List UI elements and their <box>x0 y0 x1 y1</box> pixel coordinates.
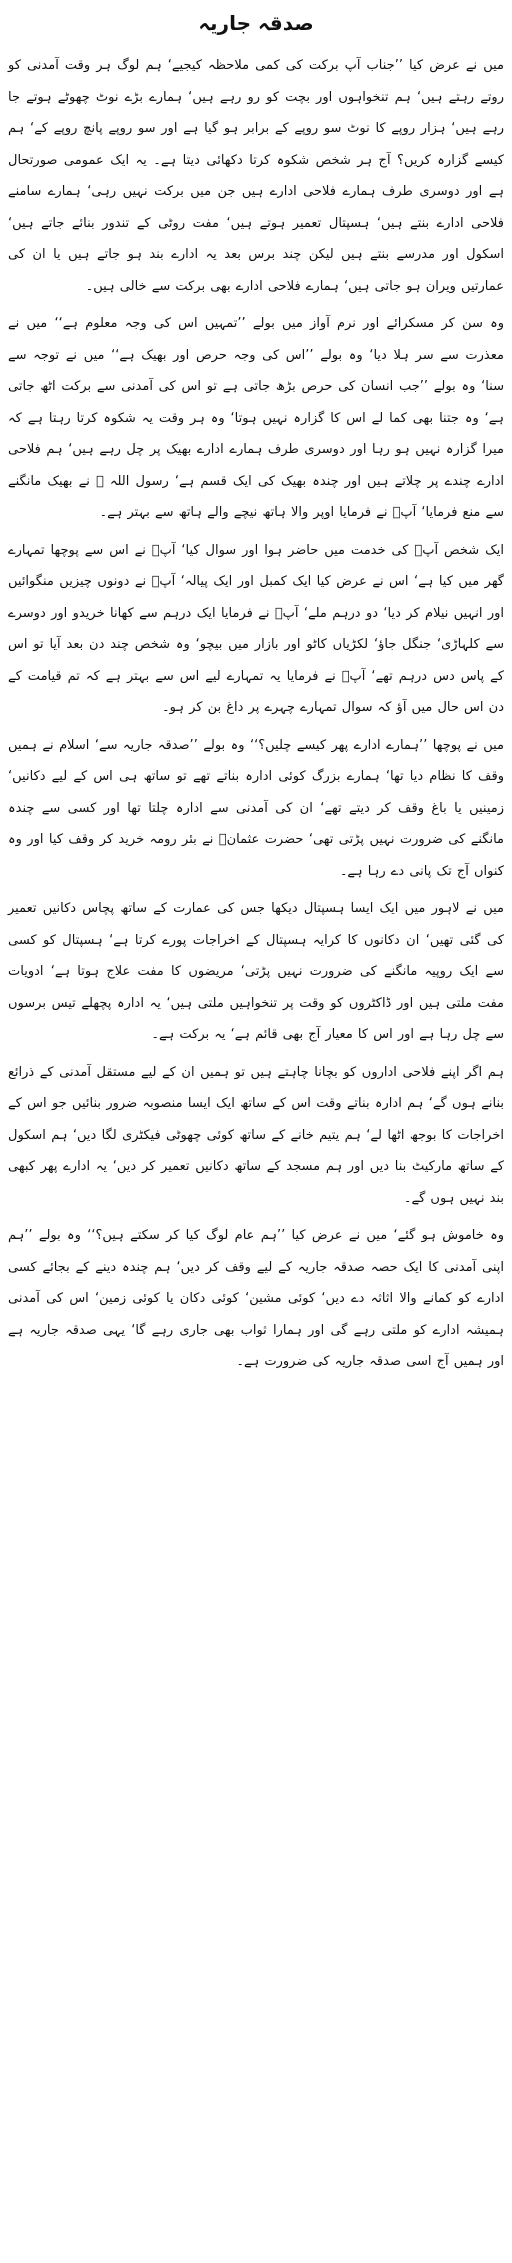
article-paragraph: ایک شخص آپؐ کی خدمت میں حاضر ہوا اور سوال کیا‘ آپؐ نے اس سے پوچھا تمہارے گھر میں کیا ہے‘ اس نے عرض کیا ایک کمبل اور ایک پیالہ‘ آپؐ نے دونوں چیزیں منگوائیں اور انہیں نیلام کر دیا‘ دو درہم ملے‘ آپؐ نے فرمایا ایک درہم سے کھانا خریدو اور دوسرے سے کلہاڑی‘ جنگل جاؤ‘ لکڑیاں کاٹو اور بازار میں بیچو‘ وہ شخص چند دن بعد آیا تو اس کے پاس دس درہم تھے‘ آپؐ نے فرمایا یہ تمہارے لیے اس سے بہتر ہے کہ تم قیامت کے دن اس حال میں آؤ کہ سوال تمہارے چہرے پر داغ بن کر ہو۔ <box>8 542 504 715</box>
article-paragraph: ہم اگر اپنے فلاحی اداروں کو بچانا چاہتے ہیں تو ہمیں ان کے لیے مستقل آمدنی کے ذرائع بنانے ہوں گے‘ ہم ادارہ بناتے وقت اس کے ساتھ ایک ایسا منصوبہ ضرور بنائیں جو اس کے اخراجات کا بوجھ اٹھا لے‘ ہم یتیم خانے کے ساتھ کوئی چھوٹی فیکٹری لگا دیں‘ ہم اسکول کے ساتھ مارکیٹ بنا دیں اور ہم مسجد کے ساتھ دکانیں تعمیر کر دیں‘ یہ ادارے پھر کبھی بند نہیں ہوں گے۔ <box>8 1064 504 1206</box>
article-paragraph: میں نے عرض کیا ’’جناب آپ برکت کی کمی ملاحظہ کیجیے‘ ہم لوگ ہر وقت آمدنی کو روتے رہتے ہیں‘ ہم تنخواہوں اور بچت کو رو رہے ہیں‘ ہمارے بڑے نوٹ چھوٹے ہوتے جا رہے ہیں‘ ہزار روپے کا نوٹ سو روپے کے برابر ہو گیا ہے اور سو روپے پانچ روپے کے‘ ہم کیسے گزارہ کریں؟ آج ہر شخص شکوہ کرتا دکھائی دیتا ہے۔ یہ ایک عمومی صورتحال ہے اور دوسری طرف ہمارے فلاحی ادارے ہیں جن میں برکت نہیں رہی‘ ہمارے سامنے فلاحی ادارے بنتے ہیں‘ ہسپتال تعمیر ہوتے ہیں‘ مفت روٹی کے تندور بنائے جاتے ہیں‘ اسکول اور مدرسے بنتے ہیں لیکن چند برس بعد یہ ادارے بند ہو جاتے ہیں یا ان کی عمارتیں ویران ہو جاتی ہیں‘ ہمارے فلاحی ادارے بھی برکت سے خالی ہیں۔ <box>8 58 504 294</box>
article-paragraph: وہ خاموش ہو گئے‘ میں نے عرض کیا ’’ہم عام لوگ کیا کر سکتے ہیں؟‘‘ وہ بولے ’’ہم اپنی آمدنی کا ایک حصہ صدقہ جاریہ کے لیے وقف کر دیں‘ ہم چندہ دینے کے بجائے کسی ادارے کو کمانے والا اثاثہ دے دیں‘ کوئی مشین‘ کوئی دکان یا کوئی زمین‘ اس کی آمدنی ہمیشہ ادارے کو ملتی رہے گی اور ہمارا ثواب بھی جاری رہے گا‘ یہی صدقہ جاریہ ہے اور ہمیں آج اسی صدقہ جاریہ کی ضرورت ہے۔ <box>8 1228 504 1369</box>
article-title: صدقہ جاریہ <box>198 11 314 35</box>
article-paragraph: میں نے لاہور میں ایک ایسا ہسپتال دیکھا جس کی عمارت کے ساتھ پچاس دکانیں تعمیر کی گئی تھیں‘ ان دکانوں کا کرایہ ہسپتال کے اخراجات پورے کرتا ہے‘ ہسپتال کو کسی سے ایک روپیہ مانگنے کی ضرورت نہیں پڑتی‘ مریضوں کا مفت علاج ہوتا ہے‘ ادویات مفت ملتی ہیں اور ڈاکٹروں کو وقت پر تنخواہیں ملتی ہیں‘ یہ ادارہ پچھلے تیس برسوں سے چل رہا ہے اور اس کا معیار آج بھی قائم ہے‘ یہ برکت ہے۔ <box>8 901 504 1042</box>
article-paragraph: میں نے پوچھا ’’ہمارے ادارے پھر کیسے چلیں؟‘‘ وہ بولے ’’صدقہ جاریہ سے‘ اسلام نے ہمیں وقف کا نظام دیا تھا‘ ہمارے بزرگ کوئی ادارہ بناتے تھے تو ساتھ ہی اس کے لیے دکانیں‘ زمینیں یا باغ وقف کر دیتے تھے‘ ان کی آمدنی سے ادارہ چلتا تھا اور کسی سے چندہ مانگنے کی ضرورت نہیں پڑتی تھی‘ حضرت عثمانؓ نے بئر رومہ خرید کر وقف کیا اور وہ کنواں آج تک پانی دے رہا ہے۔ <box>8 737 504 879</box>
article-paragraph: وہ سن کر مسکرائے اور نرم آواز میں بولے ’’تمہیں اس کی وجہ معلوم ہے‘‘ میں نے معذرت سے سر ہلا دیا‘ وہ بولے ’’اس کی وجہ حرص اور بھیک ہے‘‘ میں نے توجہ سے سنا‘ وہ بولے ’’جب انسان کی حرص بڑھ جاتی ہے تو اس کی آمدنی سے برکت اٹھ جاتی ہے‘ وہ جتنا بھی کما لے اس کا گزارہ نہیں ہوتا‘ وہ ہر وقت یہ شکوہ کرتا رہتا ہے کہ میرا گزارہ نہیں ہو رہا اور دوسری طرف ہمارے ادارے بھیک پر چل رہے ہیں‘ ہم فلاحی ادارے چندے پر چلاتے ہیں اور چندہ بھیک کی ایک قسم ہے‘ رسول اللہ ﷺ نے بھیک مانگنے سے منع فرمایا‘ آپؐ نے فرمایا اوپر والا ہاتھ نیچے والے ہاتھ سے بہتر ہے۔ <box>8 316 504 520</box>
article-body <box>8 50 504 1378</box>
